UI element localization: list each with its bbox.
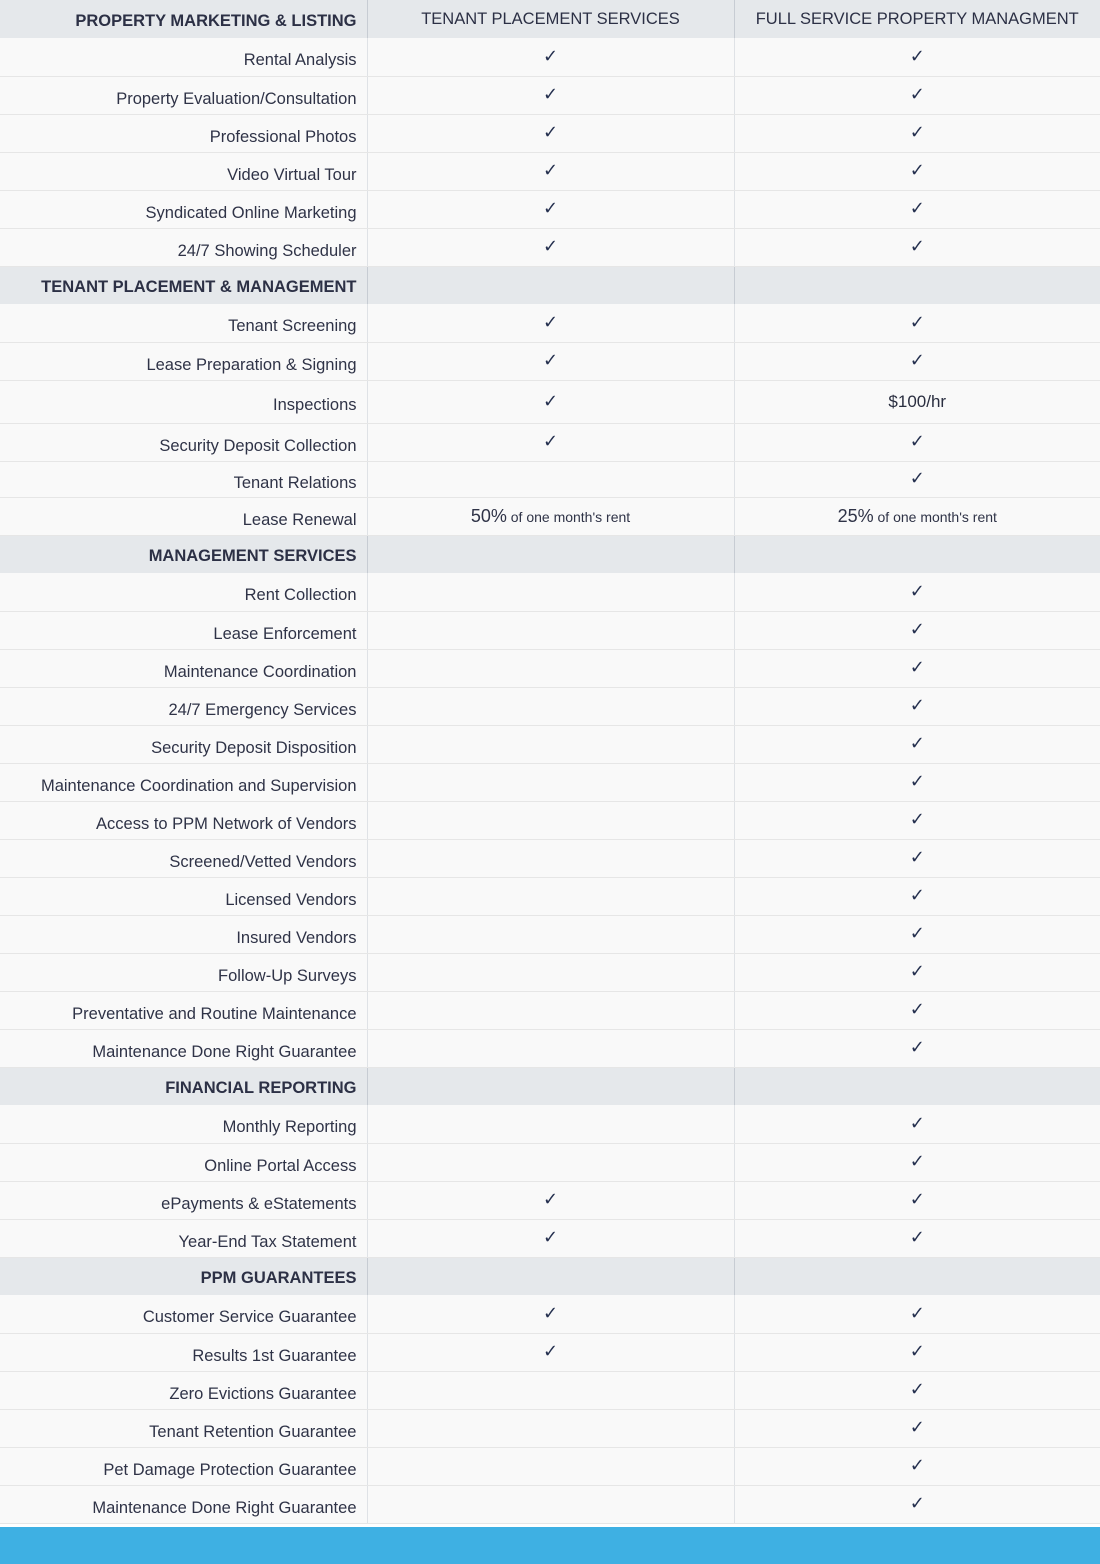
table-row <box>0 1409 1100 1447</box>
feature-label: Licensed Vendors <box>0 877 367 915</box>
section-spacer <box>367 1257 734 1295</box>
tenant-placement-cell <box>367 190 734 228</box>
full-service-cell <box>734 1409 1100 1447</box>
feature-label: Tenant Retention Guarantee <box>0 1409 367 1447</box>
full-service-cell <box>734 915 1100 953</box>
full-service-cell <box>734 342 1100 380</box>
full-service-cell <box>734 461 1100 497</box>
section-title: FINANCIAL REPORTING <box>0 1067 367 1105</box>
full-service-cell <box>734 877 1100 915</box>
table-row <box>0 1333 1100 1371</box>
checkmark-icon: ✓ <box>909 1493 925 1514</box>
section-row-tenant-placement-management <box>0 266 1100 304</box>
checkmark-icon: ✓ <box>909 695 925 716</box>
full-service-cell <box>734 190 1100 228</box>
column-header-tenant-placement: TENANT PLACEMENT SERVICES <box>367 0 734 38</box>
section-spacer <box>734 266 1100 304</box>
feature-label: Year-End Tax Statement <box>0 1219 367 1257</box>
section-title: MANAGEMENT SERVICES <box>0 535 367 573</box>
checkmark-icon: ✓ <box>909 1151 925 1172</box>
fee-note: of one month's rent <box>873 509 997 525</box>
full-service-cell <box>734 725 1100 763</box>
table-row <box>0 611 1100 649</box>
table-row <box>0 1371 1100 1409</box>
full-service-cell <box>734 991 1100 1029</box>
tenant-placement-cell <box>367 725 734 763</box>
tenant-placement-cell <box>367 152 734 190</box>
section-row-ppm-guarantees <box>0 1257 1100 1295</box>
full-service-cell <box>734 649 1100 687</box>
feature-label: Insured Vendors <box>0 915 367 953</box>
checkmark-icon: ✓ <box>542 350 559 371</box>
checkmark-icon: ✓ <box>542 160 559 181</box>
checkmark-icon: ✓ <box>909 198 925 219</box>
checkmark-icon: ✓ <box>542 1302 559 1324</box>
section-spacer <box>367 1067 734 1105</box>
tenant-placement-cell <box>367 1029 734 1067</box>
tenant-placement-cell <box>367 423 734 461</box>
feature-label: ePayments & eStatements <box>0 1181 367 1219</box>
table-row <box>0 342 1100 380</box>
feature-label: Rent Collection <box>0 573 367 611</box>
checkmark-icon: ✓ <box>909 619 925 640</box>
tenant-placement-cell <box>367 649 734 687</box>
feature-label: Video Virtual Tour <box>0 152 367 190</box>
feature-label: Follow-Up Surveys <box>0 953 367 991</box>
table-row <box>0 1105 1100 1143</box>
full-service-cell <box>734 497 1100 535</box>
feature-label: Results 1st Guarantee <box>0 1333 367 1371</box>
table-row <box>0 497 1100 535</box>
feature-label: Tenant Relations <box>0 461 367 497</box>
checkmark-icon: ✓ <box>542 1227 559 1248</box>
checkmark-icon: ✓ <box>909 84 925 105</box>
fee-percent: 50% <box>470 506 507 526</box>
table-row <box>0 1029 1100 1067</box>
table-row <box>0 801 1100 839</box>
table-header-row <box>0 0 1100 38</box>
feature-label: Tenant Screening <box>0 304 367 342</box>
fee-note: of one month's rent <box>506 509 631 525</box>
checkmark-icon: ✓ <box>909 1341 925 1362</box>
feature-label: Zero Evictions Guarantee <box>0 1371 367 1409</box>
full-service-cell <box>734 687 1100 725</box>
table-row <box>0 687 1100 725</box>
full-service-cell <box>734 304 1100 342</box>
checkmark-icon: ✓ <box>909 733 925 754</box>
full-service-cell <box>734 228 1100 266</box>
table-row <box>0 114 1100 152</box>
full-service-cell <box>734 573 1100 611</box>
checkmark-icon: ✓ <box>909 999 925 1020</box>
checkmark-icon: ✓ <box>909 1379 925 1400</box>
checkmark-icon: ✓ <box>909 961 925 982</box>
checkmark-icon: ✓ <box>909 1037 925 1058</box>
tenant-placement-cell <box>367 76 734 114</box>
tenant-placement-cell <box>367 342 734 380</box>
full-service-cell <box>734 1143 1100 1181</box>
table-row <box>0 1485 1100 1523</box>
tenant-placement-cell <box>367 953 734 991</box>
tenant-placement-cell <box>367 461 734 497</box>
feature-label: 24/7 Emergency Services <box>0 687 367 725</box>
fee-percent: 25% <box>837 506 874 526</box>
tenant-placement-cell <box>367 228 734 266</box>
tenant-placement-cell <box>367 763 734 801</box>
checkmark-icon: ✓ <box>909 1227 925 1248</box>
checkmark-icon: ✓ <box>909 923 925 944</box>
tenant-placement-cell <box>367 1447 734 1485</box>
checkmark-icon: ✓ <box>909 809 925 830</box>
full-service-cell <box>734 1181 1100 1219</box>
feature-label: Preventative and Routine Maintenance <box>0 991 367 1029</box>
full-service-cell <box>734 76 1100 114</box>
table-row <box>0 461 1100 497</box>
feature-label: Inspections <box>0 380 367 423</box>
checkmark-icon: ✓ <box>909 1455 925 1476</box>
tenant-placement-cell <box>367 915 734 953</box>
section-row-management-services <box>0 535 1100 573</box>
full-service-cell <box>734 1105 1100 1143</box>
checkmark-icon: ✓ <box>909 1112 925 1134</box>
feature-label: Syndicated Online Marketing <box>0 190 367 228</box>
table-row <box>0 877 1100 915</box>
full-service-cell <box>734 1447 1100 1485</box>
checkmark-icon: ✓ <box>909 1302 925 1324</box>
feature-label: Access to PPM Network of Vendors <box>0 801 367 839</box>
table-row <box>0 38 1100 76</box>
checkmark-icon: ✓ <box>909 657 925 678</box>
tenant-placement-cell <box>367 1485 734 1523</box>
tenant-placement-cell <box>367 801 734 839</box>
section-title: PPM GUARANTEES <box>0 1257 367 1295</box>
feature-label: Security Deposit Collection <box>0 423 367 461</box>
table-row <box>0 1181 1100 1219</box>
feature-label: Professional Photos <box>0 114 367 152</box>
section-spacer <box>367 535 734 573</box>
checkmark-icon: ✓ <box>909 771 925 792</box>
feature-label: Property Evaluation/Consultation <box>0 76 367 114</box>
feature-label: Maintenance Coordination <box>0 649 367 687</box>
table-row <box>0 1219 1100 1257</box>
tenant-placement-cell <box>367 687 734 725</box>
full-service-cell <box>734 1029 1100 1067</box>
tenant-placement-cell <box>367 380 734 423</box>
checkmark-icon: ✓ <box>909 580 925 602</box>
table-row <box>0 1295 1100 1333</box>
checkmark-icon: ✓ <box>542 1341 559 1362</box>
section-spacer <box>367 266 734 304</box>
checkmark-icon: ✓ <box>542 1189 559 1210</box>
checkmark-icon: ✓ <box>909 1417 925 1438</box>
tenant-placement-cell <box>367 839 734 877</box>
table-row <box>0 991 1100 1029</box>
feature-label: Lease Renewal <box>0 497 367 535</box>
checkmark-icon: ✓ <box>542 122 559 143</box>
feature-label: Customer Service Guarantee <box>0 1295 367 1333</box>
table-row <box>0 573 1100 611</box>
tenant-placement-cell <box>367 1371 734 1409</box>
tenant-placement-cell <box>367 304 734 342</box>
checkmark-icon: ✓ <box>542 45 559 67</box>
table-row <box>0 76 1100 114</box>
tenant-placement-cell <box>367 38 734 76</box>
table-row <box>0 725 1100 763</box>
full-service-cell <box>734 1485 1100 1523</box>
table-row <box>0 649 1100 687</box>
feature-label: Lease Enforcement <box>0 611 367 649</box>
tenant-placement-cell <box>367 573 734 611</box>
checkmark-icon: ✓ <box>909 431 925 452</box>
checkmark-icon: ✓ <box>909 847 925 868</box>
feature-label: 24/7 Showing Scheduler <box>0 228 367 266</box>
table-row <box>0 1447 1100 1485</box>
full-service-cell <box>734 611 1100 649</box>
checkmark-icon: ✓ <box>909 350 925 371</box>
table-row <box>0 152 1100 190</box>
full-service-cell <box>734 152 1100 190</box>
checkmark-icon: ✓ <box>909 160 925 181</box>
checkmark-icon: ✓ <box>542 390 559 412</box>
full-service-cell <box>734 801 1100 839</box>
checkmark-icon: ✓ <box>542 84 559 105</box>
feature-label: Maintenance Done Right Guarantee <box>0 1029 367 1067</box>
checkmark-icon: ✓ <box>542 236 559 257</box>
full-service-cell <box>734 38 1100 76</box>
section-spacer <box>734 535 1100 573</box>
section-title-marketing: PROPERTY MARKETING & LISTING <box>0 0 367 38</box>
tenant-placement-cell <box>367 1105 734 1143</box>
full-service-cell <box>734 380 1100 423</box>
checkmark-icon: ✓ <box>542 431 559 452</box>
checkmark-icon: ✓ <box>909 122 925 143</box>
checkmark-icon: ✓ <box>542 198 559 219</box>
section-row-financial-reporting <box>0 1067 1100 1105</box>
full-service-cell <box>734 1333 1100 1371</box>
tenant-placement-cell <box>367 611 734 649</box>
feature-label: Lease Preparation & Signing <box>0 342 367 380</box>
checkmark-icon: ✓ <box>542 311 559 333</box>
tenant-placement-cell <box>367 1333 734 1371</box>
full-service-cell <box>734 423 1100 461</box>
feature-label: Monthly Reporting <box>0 1105 367 1143</box>
table-row <box>0 190 1100 228</box>
table-row <box>0 228 1100 266</box>
table-row <box>0 915 1100 953</box>
checkmark-icon: ✓ <box>909 468 925 489</box>
full-service-cell <box>734 763 1100 801</box>
column-header-full-service: FULL SERVICE PROPERTY MANAGMENT <box>734 0 1100 38</box>
full-service-cell <box>734 1219 1100 1257</box>
full-service-cell <box>734 1371 1100 1409</box>
section-spacer <box>734 1257 1100 1295</box>
table-row <box>0 380 1100 423</box>
tenant-placement-cell <box>367 114 734 152</box>
footer-bar <box>0 1527 1100 1564</box>
feature-label: Rental Analysis <box>0 38 367 76</box>
full-service-cell <box>734 953 1100 991</box>
section-title: TENANT PLACEMENT & MANAGEMENT <box>0 266 367 304</box>
checkmark-icon: ✓ <box>909 45 925 67</box>
feature-label: Screened/Vetted Vendors <box>0 839 367 877</box>
full-service-cell <box>734 1295 1100 1333</box>
table-row <box>0 763 1100 801</box>
fee-value: $100/hr <box>888 392 947 411</box>
feature-label: Maintenance Coordination and Supervision <box>0 763 367 801</box>
tenant-placement-cell <box>367 1143 734 1181</box>
table-row <box>0 1143 1100 1181</box>
feature-label: Pet Damage Protection Guarantee <box>0 1447 367 1485</box>
tenant-placement-cell <box>367 497 734 535</box>
table-row <box>0 423 1100 461</box>
feature-label: Security Deposit Disposition <box>0 725 367 763</box>
full-service-cell <box>734 114 1100 152</box>
tenant-placement-cell <box>367 1219 734 1257</box>
feature-label: Online Portal Access <box>0 1143 367 1181</box>
feature-label: Maintenance Done Right Guarantee <box>0 1485 367 1523</box>
checkmark-icon: ✓ <box>909 236 925 257</box>
section-spacer <box>734 1067 1100 1105</box>
table-row <box>0 304 1100 342</box>
tenant-placement-cell <box>367 1409 734 1447</box>
tenant-placement-cell <box>367 1295 734 1333</box>
tenant-placement-cell <box>367 991 734 1029</box>
tenant-placement-cell <box>367 1181 734 1219</box>
tenant-placement-cell <box>367 877 734 915</box>
table-row <box>0 839 1100 877</box>
checkmark-icon: ✓ <box>909 1189 925 1210</box>
checkmark-icon: ✓ <box>909 885 925 906</box>
table-row <box>0 953 1100 991</box>
checkmark-icon: ✓ <box>909 311 925 333</box>
full-service-cell <box>734 839 1100 877</box>
